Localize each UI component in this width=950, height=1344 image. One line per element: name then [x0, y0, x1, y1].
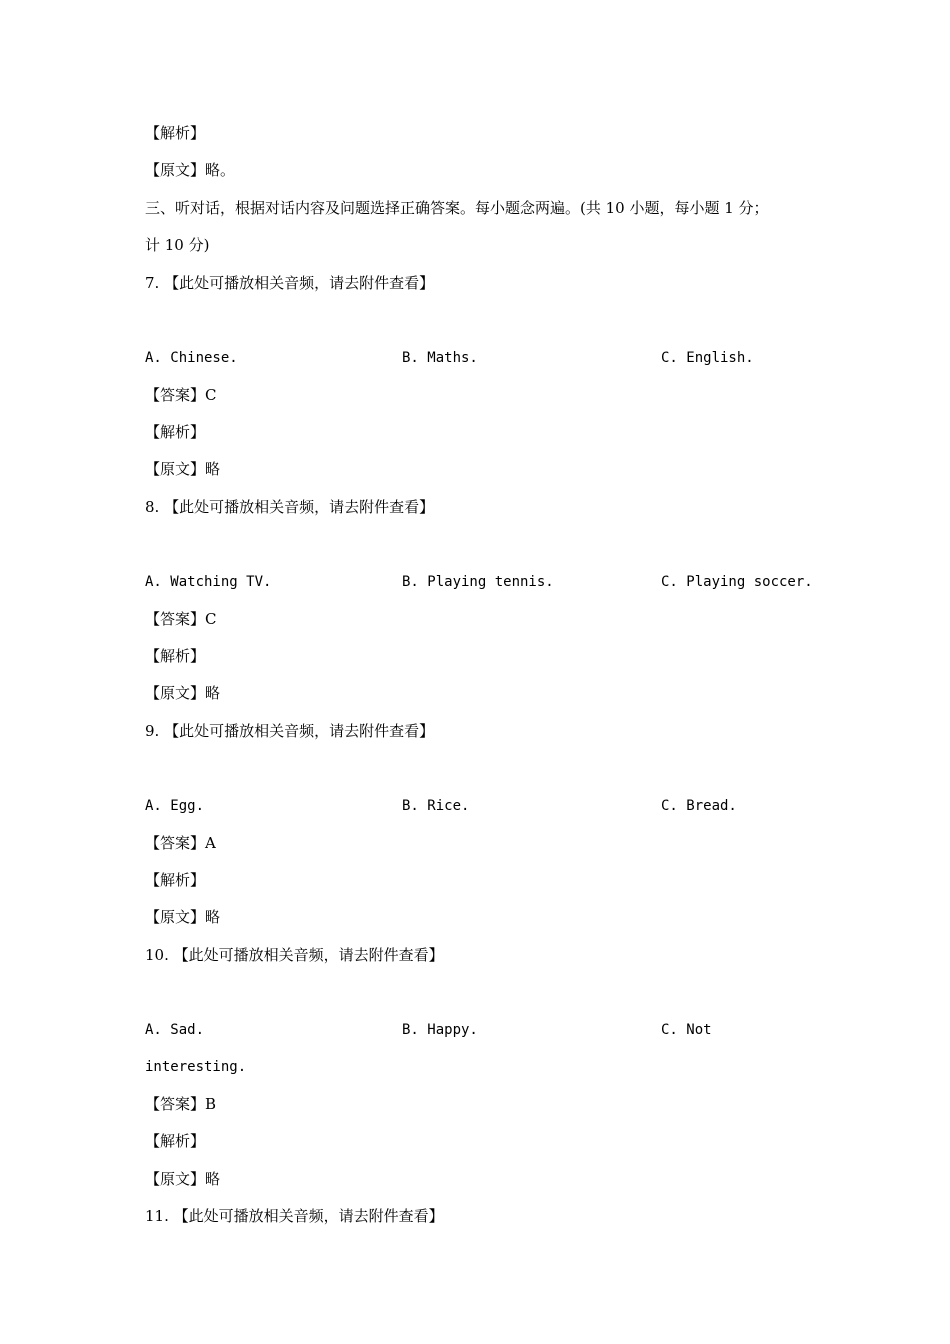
- analysis-label: 【解析】: [145, 871, 206, 889]
- option-a: A. Watching TV.: [145, 574, 272, 590]
- original-text-label: 【原文】略: [145, 460, 221, 478]
- option-c: C. Bread.: [661, 798, 737, 814]
- option-a: A. Egg.: [145, 798, 205, 814]
- analysis-label: 【解析】: [145, 1132, 206, 1150]
- option-b: B. Rice.: [402, 798, 470, 814]
- option-c-continued: interesting.: [145, 1059, 247, 1075]
- original-text-label: 【原文】略: [145, 1170, 221, 1188]
- option-b: B. Maths.: [402, 350, 478, 366]
- option-b: B. Happy.: [402, 1022, 478, 1038]
- question-prompt: 8. 【此处可播放相关音频，请去附件查看】: [145, 498, 435, 516]
- question-prompt: 7. 【此处可播放相关音频，请去附件查看】: [145, 274, 435, 292]
- question-prompt: 9. 【此处可播放相关音频，请去附件查看】: [145, 722, 435, 740]
- analysis-label: 【解析】: [145, 647, 206, 665]
- answer-label: 【答案】B: [145, 1095, 217, 1113]
- section-instruction: 三、听对话，根据对话内容及问题选择正确答案。每小题念两遍。(共 10 小题，每小题 1 分；: [145, 199, 769, 217]
- original-text-label: 【原文】略: [145, 908, 221, 926]
- option-b: B. Playing tennis.: [402, 574, 554, 590]
- answer-label: 【答案】A: [145, 834, 216, 852]
- original-text-label: 【原文】略: [145, 684, 221, 702]
- answer-label: 【答案】C: [145, 386, 217, 404]
- analysis-label: 【解析】: [145, 423, 206, 441]
- section-instruction-continued: 计 10 分): [145, 236, 210, 254]
- option-c: C. Playing soccer.: [661, 574, 813, 590]
- option-a: A. Sad.: [145, 1022, 205, 1038]
- question-prompt: 11. 【此处可播放相关音频，请去附件查看】: [145, 1207, 444, 1225]
- option-c: C. English.: [661, 350, 754, 366]
- answer-label: 【答案】C: [145, 610, 217, 628]
- analysis-label: 【解析】: [145, 124, 206, 142]
- option-c: C. Not: [661, 1022, 712, 1038]
- option-a: A. Chinese.: [145, 350, 238, 366]
- question-prompt: 10. 【此处可播放相关音频，请去附件查看】: [145, 946, 444, 964]
- original-text-label: 【原文】略。: [145, 161, 236, 179]
